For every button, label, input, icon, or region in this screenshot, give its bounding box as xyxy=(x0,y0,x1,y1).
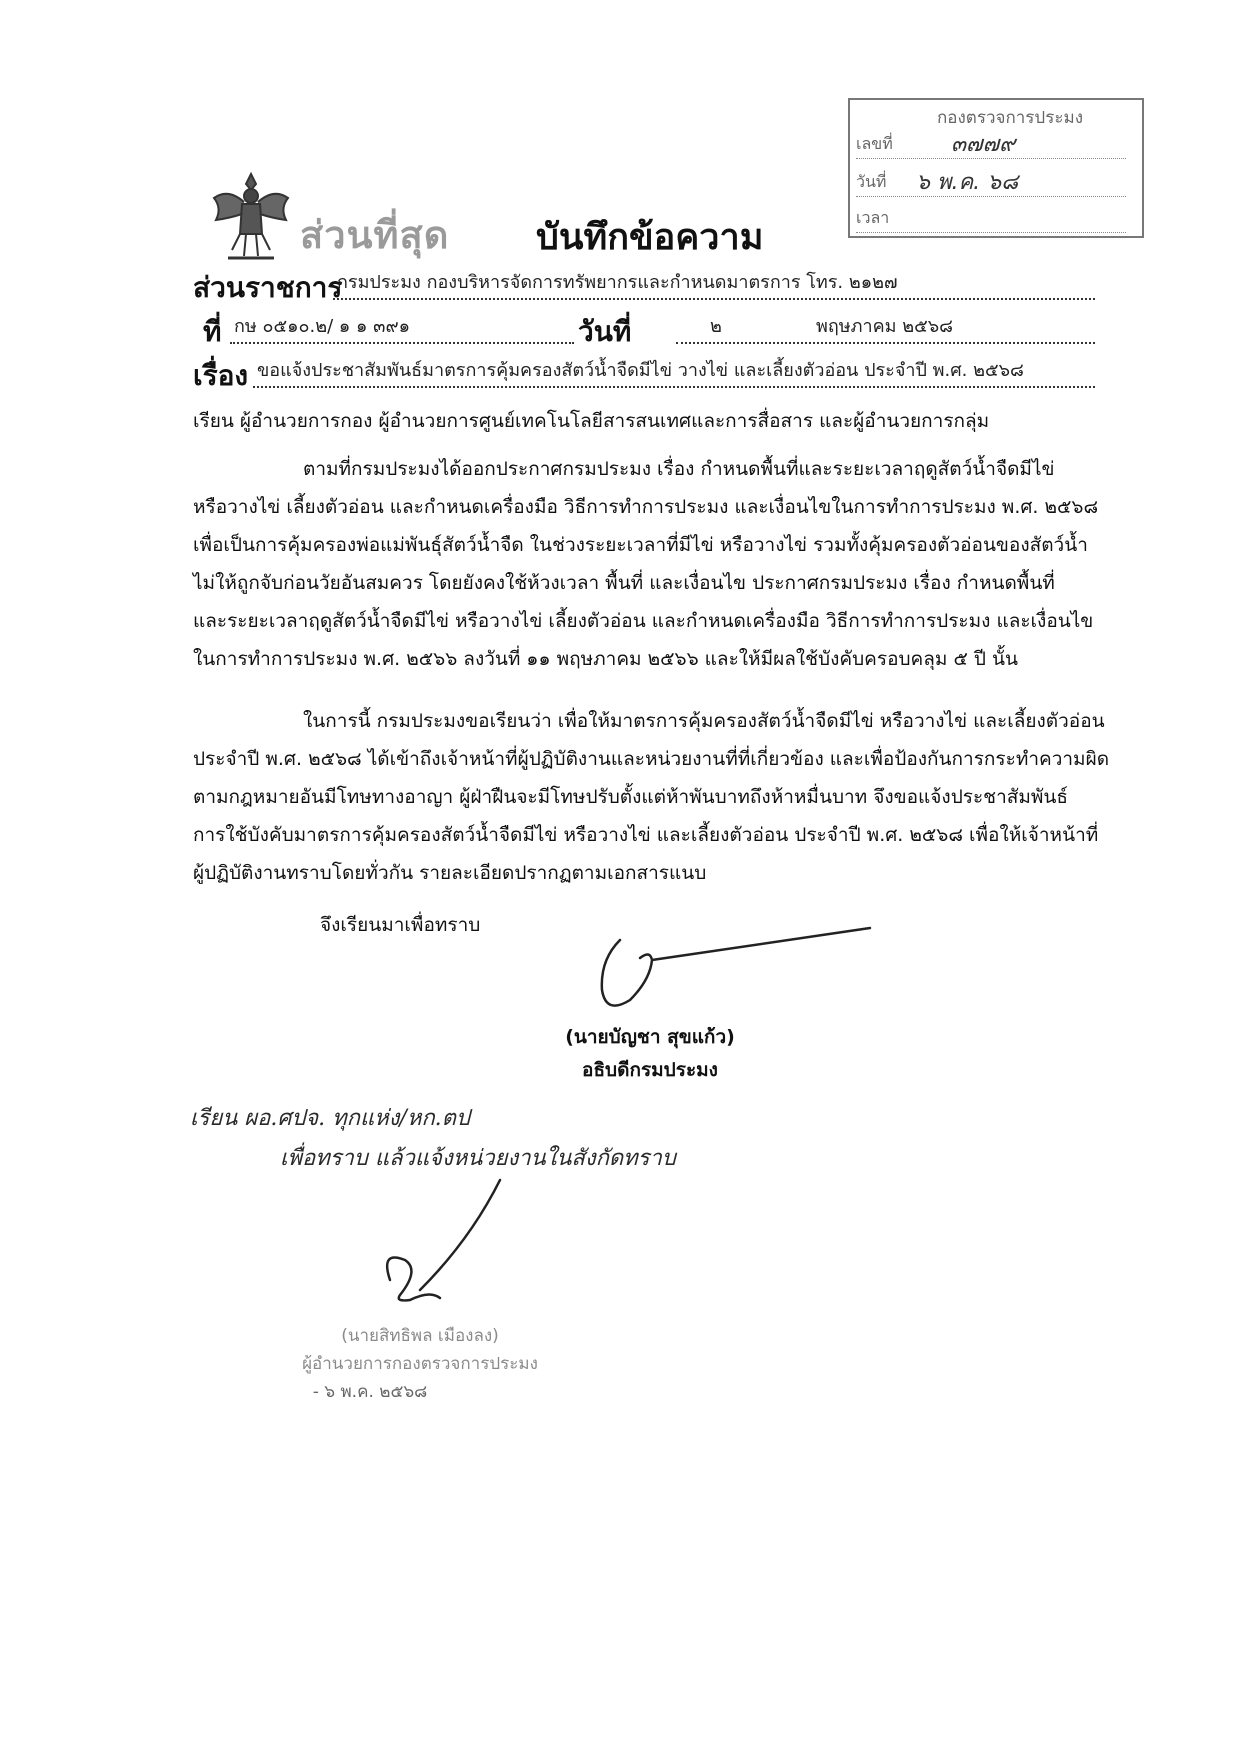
stamp-date-row xyxy=(856,170,1126,197)
para2-line: การใช้บังคับมาตรการคุ้มครองสัตว์น้ำจืดมีไข่ หรือวางไข่ และเลี้ยงตัวอ่อน ประจำปี พ.ศ. ๒๕๖๘ เพื่อให้เจ้าหน้าที่ xyxy=(193,824,1099,846)
para2-line: ตามกฎหมายอันมีโทษทางอาญา ผู้ฝ่าฝืนจะมีโทษปรับตั้งแต่ห้าพันบาทถึงห้าหมื่นบาท จึงขอแจ้งประชาสัมพันธ์ xyxy=(193,786,1068,808)
para2-line: ผู้ปฏิบัติงานทราบโดยทั่วกัน รายละเอียดปรากฏตามเอกสารแนบ xyxy=(193,862,707,884)
handwritten-note-line1: เรียน ผอ.ศปจ. ทุกแห่ง/หก.ตป xyxy=(190,1106,470,1131)
subject-label: เรื่อง xyxy=(193,359,249,392)
ref-line xyxy=(230,312,574,344)
stamp-number-row xyxy=(856,132,1126,159)
para1-line: ตามที่กรมประมงได้ออกประกาศกรมประมง เรื่อง กำหนดพื้นที่และระยะเวลาฤดูสัตว์น้ำจืดมีไข่ xyxy=(303,458,1055,480)
agency-line xyxy=(333,268,1095,300)
stamp-date-value: ๖ พ.ค. ๖๘ xyxy=(916,170,1019,195)
subject-value: ขอแจ้งประชาสัมพันธ์มาตรการคุ้มครองสัตว์น้ำจืดมีไข่ วางไข่ และเลี้ยงตัวอ่อน ประจำปี พ.ศ. ๒๕๖๘ xyxy=(257,360,1024,381)
para2-line: ในการนี้ กรมประมงขอเรียนว่า เพื่อให้มาตรการคุ้มครองสัตว์น้ำจืดมีไข่ หรือวางไข่ และเลี้ยงตัวอ่อน xyxy=(303,710,1105,732)
inspector-signature xyxy=(350,1170,550,1320)
second-signatory-name: (นายสิทธิพล เมืองลง) xyxy=(341,1326,499,1346)
stamp-number-label: เลขที่ xyxy=(856,134,893,153)
ref-label: ที่ xyxy=(203,315,222,348)
date-rest: พฤษภาคม ๒๕๖๘ xyxy=(816,316,954,337)
signatory-name: (นายบัญชา สุขแก้ว) xyxy=(565,1026,735,1048)
ref-value: กษ ๐๕๑๐.๒/ ๑ ๑ ๓๙๑ xyxy=(234,316,411,337)
subject-line xyxy=(253,356,1095,388)
para1-line: ในการทำการประมง พ.ศ. ๒๕๖๖ ลงวันที่ ๑๑ พฤษภาคม ๒๕๖๖ และให้มีผลใช้บังคับครอบคลุม ๕ ปี นั้น xyxy=(193,648,1018,670)
stamp-time-row xyxy=(856,206,1126,233)
date-line xyxy=(676,312,1095,344)
stamp-title: กองตรวจการประมง xyxy=(936,108,1083,128)
para2-line: ประจำปี พ.ศ. ๒๕๖๘ ได้เข้าถึงเจ้าหน้าที่ผู้ปฏิบัติงานและหน่วยงานที่ที่เกี่ยวข้อง และเพื่อป้องกันการกระทำความผิด xyxy=(193,748,1110,770)
second-signatory-date: - ๖ พ.ค. ๒๕๖๘ xyxy=(312,1382,428,1402)
closing: จึงเรียนมาเพื่อทราบ xyxy=(320,914,481,936)
date-label: วันที่ xyxy=(578,315,632,348)
para1-line: เพื่อเป็นการคุ้มครองพ่อแม่พันธุ์สัตว์น้ำจืด ในช่วงระยะเวลาที่มีไข่ หรือวางไข่ รวมทั้งคุ้มครองตัวอ่อนของสัตว์น้ำ xyxy=(193,534,1088,556)
memo-title: บันทึกข้อความ xyxy=(536,217,764,258)
agency-label: ส่วนราชการ xyxy=(193,271,343,304)
agency-value: กรมประมง กองบริหารจัดการทรัพยากรและกำหนดมาตรการ โทร. ๒๑๒๗ xyxy=(337,272,898,293)
para1-line: ไม่ให้ถูกจับก่อนวัยอันสมควร โดยยังคงใช้ห้วงเวลา พื้นที่ และเงื่อนไข ประกาศกรมประมง เรื่อง กำหนดพื้นที่ xyxy=(193,572,1055,594)
garuda-emblem-icon xyxy=(208,168,294,264)
salutation: เรียน ผู้อำนวยการกอง ผู้อำนวยการศูนย์เทคโนโลยีสารสนเทศและการสื่อสาร และผู้อำนวยการกลุ่ม xyxy=(193,410,990,432)
para1-line: หรือวางไข่ เลี้ยงตัวอ่อน และกำหนดเครื่องมือ วิธีการทำการประมง และเงื่อนไขในการทำการประมง พ.ศ. ๒๕๖๘ xyxy=(193,496,1099,518)
confidential-mark: ส่วนที่สุด xyxy=(300,213,450,257)
stamp-number-value: ๓๗๗๙ xyxy=(951,132,1016,157)
date-day: ๒ xyxy=(710,316,722,337)
stamp-date-label: วันที่ xyxy=(856,172,887,191)
stamp-time-label: เวลา xyxy=(856,208,890,227)
signatory-position: อธิบดีกรมประมง xyxy=(582,1059,718,1081)
director-signature xyxy=(540,920,880,1020)
second-signatory-position: ผู้อำนวยการกองตรวจการประมง xyxy=(302,1354,538,1374)
para1-line: และระยะเวลาฤดูสัตว์น้ำจืดมีไข่ หรือวางไข่ เลี้ยงตัวอ่อน และกำหนดเครื่องมือ วิธีการทำการประมง และเงื่อนไข xyxy=(193,610,1094,632)
handwritten-note-line2: เพื่อทราบ แล้วแจ้งหน่วยงานในสังกัดทราบ xyxy=(280,1146,676,1171)
